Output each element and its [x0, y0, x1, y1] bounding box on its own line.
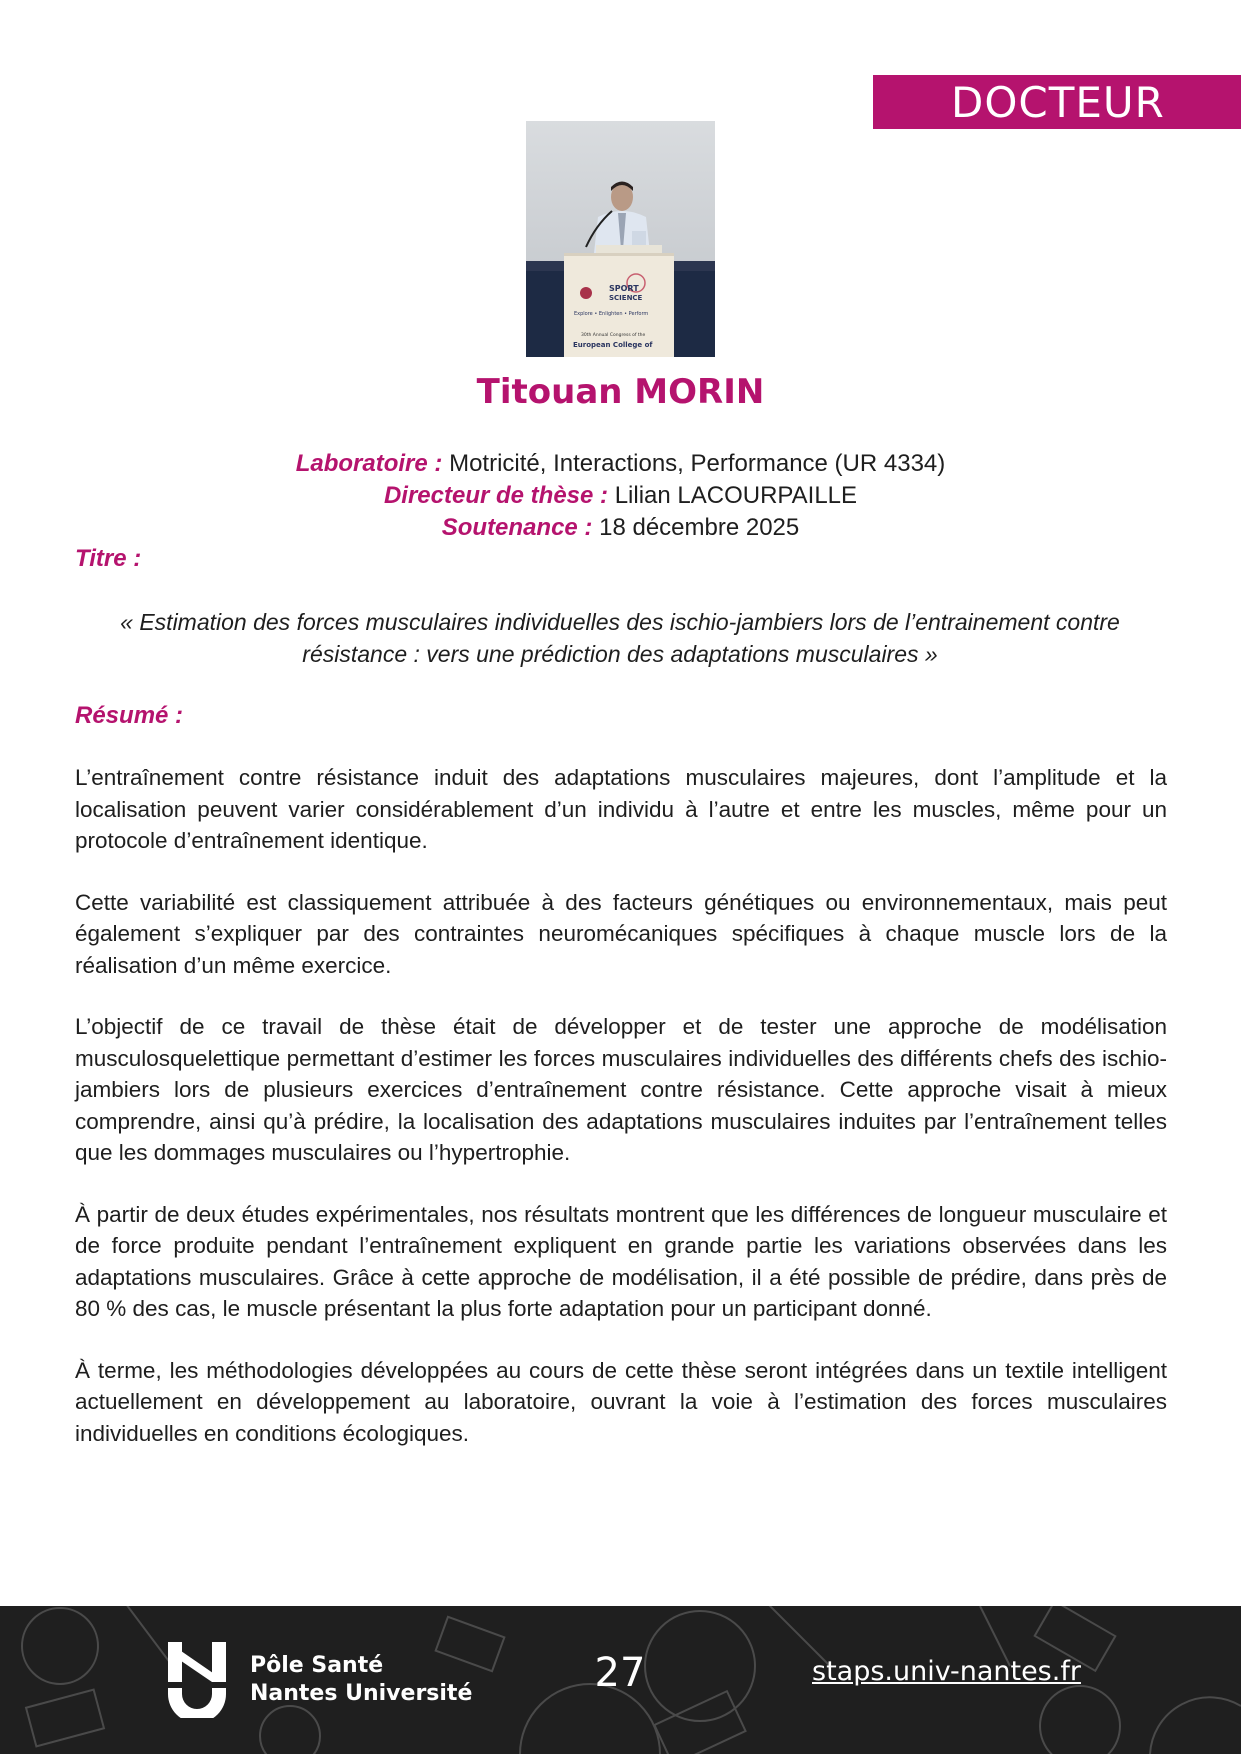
- nantes-universite-logo: [168, 1642, 230, 1718]
- institution-line1: Pôle Santé: [250, 1653, 384, 1678]
- summary-label: Résumé :: [75, 702, 184, 729]
- director-line: [0, 480, 1241, 512]
- summary-body: [75, 762, 1167, 1479]
- director-label: Directeur de thèse :: [383, 482, 609, 509]
- summary-paragraph: L’objectif de ce travail de thèse était de développer et de tester une approche de modélisation musculosquelettique permettant d’estimer les forces musculaires individuelles des différents chefs des ischio-jambiers lors de plusieurs exercices d’entraînement contre résistance. Cette approche visait à mieux comprendre, ainsi qu’à prédire, la localisation des adaptations musculaires induites par l’entraînement telles que les dommages musculaires ou l’hypertrophie.: [75, 1014, 1167, 1165]
- lectern-text-college: European College of: [573, 341, 653, 349]
- website-link[interactable]: staps.univ-nantes.fr: [812, 1656, 1081, 1687]
- docteur-badge: [873, 75, 1241, 129]
- summary-paragraph: Cette variabilité est classiquement attribuée à des facteurs génétiques ou environnementaux, mais peut également s’expliquer par des contraintes neuromécaniques spécifiques à chaque muscle lors de la réalisation d’un même exercice.: [75, 889, 1167, 978]
- page-number: 27: [594, 1650, 646, 1696]
- thesis-title: « Estimation des forces musculaires individuelles des ischio-jambiers lors de l’entrainement contre résistance : vers une prédiction des adaptations musculaires »: [120, 609, 1120, 667]
- person-name: Titouan MORIN: [476, 372, 765, 412]
- defense-value: 18 décembre 2025: [599, 514, 800, 541]
- institution-line2: Nantes Université: [250, 1681, 473, 1706]
- lab-label: Laboratoire :: [295, 450, 443, 477]
- defense-line: [0, 512, 1241, 544]
- summary-paragraph: À terme, les méthodologies développées au cours de cette thèse seront intégrées dans un textile intelligent actuellement en développement au laboratoire, ouvrant la voie à l’estimation des forces musculaires individuelles en conditions écologiques.: [75, 1357, 1167, 1446]
- lab-line: [0, 448, 1241, 480]
- badge-label: DOCTEUR: [951, 77, 1165, 127]
- summary-paragraph: L’entraînement contre résistance induit des adaptations musculaires majeures, dont l’amplitude et la localisation peuvent varier considérablement d’un individu à l’autre et entre les muscles, même pour un protocole d’entraînement identique.: [75, 765, 1167, 853]
- lectern-text-science: SCIENCE: [609, 294, 643, 302]
- defense-label: Soutenance :: [441, 514, 593, 541]
- title-label: Titre :: [75, 545, 142, 572]
- lectern-text-congress: 30th Annual Congress of the: [581, 333, 646, 338]
- portrait-photo: [526, 121, 715, 357]
- thesis-info: [0, 448, 1241, 544]
- lectern-text-tagline: Explore • Enlighten • Perform: [574, 311, 649, 317]
- lab-value: Motricité, Interactions, Performance (UR 4334): [449, 450, 946, 477]
- summary-paragraph: À partir de deux études expérimentales, nos résultats montrent que les différences de longueur musculaire et de force produite pendant l’entraînement expliquent en grande partie les variations observées dans les adaptations musculaires. Grâce à cette approche de modélisation, il a été possible de prédire, dans près de 80 % des cas, le muscle présentant la plus forte adaptation pour un participant donné.: [75, 1201, 1167, 1321]
- footer: [0, 1606, 1241, 1754]
- director-value: Lilian LACOURPAILLE: [614, 482, 858, 509]
- institution-name: [250, 1652, 472, 1708]
- lectern-text-sport: SPORT: [609, 284, 639, 293]
